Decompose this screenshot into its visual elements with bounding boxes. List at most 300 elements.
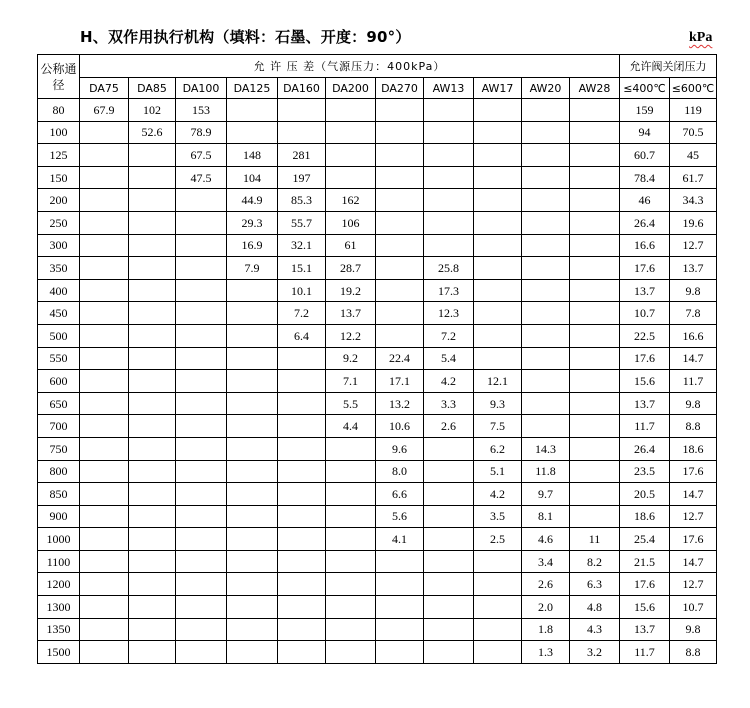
closing-pressure-cell-t600: 18.6 — [670, 437, 717, 460]
pressure-cell-aw20: 14.3 — [522, 437, 570, 460]
pressure-cell-da100 — [176, 437, 227, 460]
pressure-cell-da125 — [227, 279, 278, 302]
table-row — [38, 302, 717, 325]
pressure-cell-da200: 61 — [326, 234, 376, 257]
pressure-cell-da75 — [80, 415, 129, 438]
pressure-cell-da85 — [129, 596, 176, 619]
pressure-cell-da125: 44.9 — [227, 189, 278, 212]
pressure-cell-da85 — [129, 257, 176, 280]
pressure-cell-da270 — [376, 99, 424, 122]
pressure-cell-da85 — [129, 279, 176, 302]
pressure-cell-da270: 13.2 — [376, 392, 424, 415]
nominal-diameter-cell: 1100 — [38, 550, 80, 573]
pressure-cell-da200 — [326, 437, 376, 460]
pressure-cell-da270: 10.6 — [376, 415, 424, 438]
pressure-cell-da125 — [227, 415, 278, 438]
nominal-diameter-cell: 800 — [38, 460, 80, 483]
pressure-cell-da85 — [129, 618, 176, 641]
header-row-models — [38, 78, 717, 99]
pressure-cell-da100 — [176, 550, 227, 573]
pressure-cell-aw20 — [522, 211, 570, 234]
pressure-cell-aw17 — [474, 211, 522, 234]
pressure-cell-da160 — [278, 460, 326, 483]
closing-pressure-cell-t400: 11.7 — [620, 641, 670, 664]
pressure-cell-aw13: 12.3 — [424, 302, 474, 325]
pressure-cell-da270 — [376, 189, 424, 212]
pressure-cell-da125 — [227, 618, 278, 641]
pressure-cell-aw28: 8.2 — [570, 550, 620, 573]
pressure-cell-da125 — [227, 99, 278, 122]
closing-pressure-cell-t600: 9.8 — [670, 279, 717, 302]
pressure-cell-aw17 — [474, 121, 522, 144]
nominal-diameter-header: 公称通径 — [38, 55, 80, 99]
pressure-cell-aw20: 3.4 — [522, 550, 570, 573]
nominal-diameter-cell: 1500 — [38, 641, 80, 664]
nominal-diameter-cell: 200 — [38, 189, 80, 212]
pressure-cell-aw13 — [424, 211, 474, 234]
pressure-cell-aw28 — [570, 505, 620, 528]
pressure-cell-da160: 281 — [278, 144, 326, 167]
closing-pressure-cell-t600: 8.8 — [670, 641, 717, 664]
pressure-cell-da125 — [227, 460, 278, 483]
pressure-cell-da75 — [80, 211, 129, 234]
nominal-diameter-cell: 1000 — [38, 528, 80, 551]
pressure-cell-da160 — [278, 121, 326, 144]
closing-pressure-cell-t600: 12.7 — [670, 505, 717, 528]
pressure-cell-da85 — [129, 189, 176, 212]
pressure-cell-aw20 — [522, 144, 570, 167]
pressure-cell-aw28 — [570, 279, 620, 302]
pressure-cell-da270 — [376, 144, 424, 167]
pressure-cell-da75: 67.9 — [80, 99, 129, 122]
closing-pressure-cell-t400: 78.4 — [620, 166, 670, 189]
pressure-cell-da75 — [80, 641, 129, 664]
pressure-cell-da125: 7.9 — [227, 257, 278, 280]
pressure-cell-aw13: 5.4 — [424, 347, 474, 370]
pressure-cell-aw28 — [570, 302, 620, 325]
pressure-cell-da160: 55.7 — [278, 211, 326, 234]
pressure-cell-aw28 — [570, 234, 620, 257]
pressure-cell-aw20 — [522, 415, 570, 438]
pressure-cell-da270 — [376, 166, 424, 189]
closing-pressure-cell-t400: 26.4 — [620, 437, 670, 460]
pressure-cell-da270 — [376, 641, 424, 664]
pressure-cell-da200 — [326, 483, 376, 506]
column-header-aw28: AW28 — [570, 78, 620, 99]
pressure-cell-da270: 8.0 — [376, 460, 424, 483]
pressure-cell-da160: 32.1 — [278, 234, 326, 257]
pressure-cell-da125: 148 — [227, 144, 278, 167]
pressure-cell-da200: 12.2 — [326, 324, 376, 347]
pressure-cell-da270 — [376, 573, 424, 596]
pressure-cell-da100 — [176, 596, 227, 619]
closing-pressure-header: 允许阀关闭压力 — [620, 55, 717, 78]
pressure-cell-da200 — [326, 166, 376, 189]
closing-pressure-cell-t600: 16.6 — [670, 324, 717, 347]
nominal-diameter-cell: 80 — [38, 99, 80, 122]
pressure-cell-da100 — [176, 460, 227, 483]
closing-pressure-cell-t400: 13.7 — [620, 279, 670, 302]
pressure-cell-aw28 — [570, 99, 620, 122]
pressure-cell-da100 — [176, 279, 227, 302]
closing-pressure-cell-t400: 26.4 — [620, 211, 670, 234]
closing-pressure-cell-t600: 14.7 — [670, 550, 717, 573]
pressure-cell-da270 — [376, 302, 424, 325]
pressure-cell-da125 — [227, 121, 278, 144]
pressure-cell-aw17 — [474, 618, 522, 641]
table-row — [38, 324, 717, 347]
table-row — [38, 641, 717, 664]
pressure-cell-da200: 5.5 — [326, 392, 376, 415]
pressure-cell-aw13 — [424, 166, 474, 189]
pressure-cell-aw13: 2.6 — [424, 415, 474, 438]
pressure-cell-da75 — [80, 596, 129, 619]
pressure-cell-da200 — [326, 596, 376, 619]
pressure-cell-aw13: 3.3 — [424, 392, 474, 415]
pressure-cell-da160 — [278, 641, 326, 664]
pressure-cell-aw17 — [474, 189, 522, 212]
nominal-diameter-cell: 300 — [38, 234, 80, 257]
table-row — [38, 144, 717, 167]
table-row — [38, 483, 717, 506]
pressure-cell-aw17 — [474, 550, 522, 573]
pressure-cell-da200: 9.2 — [326, 347, 376, 370]
table-row — [38, 528, 717, 551]
pressure-cell-da100 — [176, 211, 227, 234]
pressure-cell-da270: 22.4 — [376, 347, 424, 370]
pressure-cell-da100: 153 — [176, 99, 227, 122]
closing-pressure-cell-t400: 22.5 — [620, 324, 670, 347]
pressure-cell-aw17: 7.5 — [474, 415, 522, 438]
pressure-cell-da100 — [176, 573, 227, 596]
pressure-cell-aw28 — [570, 370, 620, 393]
pressure-cell-da125 — [227, 392, 278, 415]
pressure-cell-da75 — [80, 121, 129, 144]
pressure-cell-da270: 5.6 — [376, 505, 424, 528]
pressure-cell-da160 — [278, 483, 326, 506]
pressure-cell-da200 — [326, 460, 376, 483]
pressure-cell-da200 — [326, 505, 376, 528]
pressure-cell-aw17: 12.1 — [474, 370, 522, 393]
column-header-aw17: AW17 — [474, 78, 522, 99]
pressure-cell-da125: 29.3 — [227, 211, 278, 234]
pressure-cell-da160 — [278, 573, 326, 596]
pressure-cell-da85 — [129, 324, 176, 347]
pressure-cell-da125 — [227, 370, 278, 393]
pressure-cell-da200: 13.7 — [326, 302, 376, 325]
pressure-cell-da85 — [129, 211, 176, 234]
pressure-cell-aw28 — [570, 324, 620, 347]
closing-pressure-cell-t400: 21.5 — [620, 550, 670, 573]
column-header-da75: DA75 — [80, 78, 129, 99]
pressure-cell-da85 — [129, 166, 176, 189]
pressure-cell-da100 — [176, 415, 227, 438]
pressure-cell-da85 — [129, 234, 176, 257]
closing-pressure-cell-t600: 14.7 — [670, 347, 717, 370]
closing-pressure-cell-t400: 94 — [620, 121, 670, 144]
pressure-cell-da200 — [326, 573, 376, 596]
header-row-group — [38, 55, 717, 78]
pressure-cell-da85 — [129, 370, 176, 393]
pressure-cell-aw17: 3.5 — [474, 505, 522, 528]
pressure-cell-da125 — [227, 528, 278, 551]
pressure-cell-da160 — [278, 528, 326, 551]
pressure-cell-aw28 — [570, 211, 620, 234]
closing-pressure-cell-t600: 119 — [670, 99, 717, 122]
pressure-cell-da160 — [278, 370, 326, 393]
pressure-cell-da85 — [129, 144, 176, 167]
column-header-aw20: AW20 — [522, 78, 570, 99]
pressure-cell-da160: 15.1 — [278, 257, 326, 280]
closing-pressure-cell-t600: 13.7 — [670, 257, 717, 280]
pressure-cell-aw20 — [522, 347, 570, 370]
pressure-cell-da200: 162 — [326, 189, 376, 212]
pressure-cell-da100: 78.9 — [176, 121, 227, 144]
nominal-diameter-cell: 600 — [38, 370, 80, 393]
nominal-diameter-cell: 400 — [38, 279, 80, 302]
closing-pressure-cell-t600: 12.7 — [670, 573, 717, 596]
pressure-cell-aw20 — [522, 121, 570, 144]
pressure-cell-da125 — [227, 641, 278, 664]
pressure-cell-da125 — [227, 437, 278, 460]
pressure-cell-da100 — [176, 324, 227, 347]
nominal-diameter-cell: 750 — [38, 437, 80, 460]
pressure-cell-aw28 — [570, 166, 620, 189]
pressure-cell-aw17 — [474, 302, 522, 325]
pressure-cell-aw13 — [424, 189, 474, 212]
table-row — [38, 211, 717, 234]
table-row — [38, 505, 717, 528]
pressure-cell-aw20: 1.3 — [522, 641, 570, 664]
pressure-cell-da75 — [80, 257, 129, 280]
pressure-cell-aw20 — [522, 99, 570, 122]
pressure-cell-aw13 — [424, 596, 474, 619]
pressure-cell-da270 — [376, 596, 424, 619]
pressure-cell-aw20: 4.6 — [522, 528, 570, 551]
closing-pressure-cell-t600: 9.8 — [670, 392, 717, 415]
pressure-cell-da85 — [129, 460, 176, 483]
closing-pressure-cell-t400: 17.6 — [620, 347, 670, 370]
pressure-cell-aw17 — [474, 347, 522, 370]
table-row — [38, 573, 717, 596]
table-row — [38, 189, 717, 212]
closing-pressure-cell-t400: 13.7 — [620, 618, 670, 641]
pressure-cell-da160 — [278, 596, 326, 619]
nominal-diameter-cell: 1200 — [38, 573, 80, 596]
pressure-cell-da75 — [80, 460, 129, 483]
pressure-cell-da160 — [278, 99, 326, 122]
pressure-cell-aw13 — [424, 573, 474, 596]
pressure-cell-da100: 67.5 — [176, 144, 227, 167]
column-header-le-400c: ≤400℃ — [620, 78, 670, 99]
closing-pressure-cell-t400: 15.6 — [620, 596, 670, 619]
document-title: H、双作用执行机构（填料：石墨、开度：90°） — [80, 28, 411, 46]
pressure-cell-aw17 — [474, 144, 522, 167]
pressure-cell-da100 — [176, 528, 227, 551]
pressure-cell-da125 — [227, 347, 278, 370]
pressure-cell-da160: 197 — [278, 166, 326, 189]
pressure-cell-aw20 — [522, 234, 570, 257]
pressure-cell-da160: 7.2 — [278, 302, 326, 325]
pressure-cell-aw17 — [474, 257, 522, 280]
closing-pressure-cell-t600: 70.5 — [670, 121, 717, 144]
pressure-cell-da75 — [80, 550, 129, 573]
pressure-cell-aw28: 4.3 — [570, 618, 620, 641]
closing-pressure-cell-t400: 23.5 — [620, 460, 670, 483]
pressure-cell-da125 — [227, 596, 278, 619]
pressure-cell-da75 — [80, 302, 129, 325]
pressure-cell-aw28 — [570, 460, 620, 483]
pressure-cell-aw20 — [522, 370, 570, 393]
pressure-table — [37, 54, 717, 664]
pressure-cell-da75 — [80, 573, 129, 596]
pressure-cell-aw28 — [570, 347, 620, 370]
pressure-cell-aw17 — [474, 99, 522, 122]
pressure-cell-da125 — [227, 302, 278, 325]
table-row — [38, 415, 717, 438]
pressure-cell-da75 — [80, 618, 129, 641]
pressure-cell-da75 — [80, 324, 129, 347]
table-row — [38, 166, 717, 189]
pressure-cell-da125: 104 — [227, 166, 278, 189]
nominal-diameter-cell: 850 — [38, 483, 80, 506]
pressure-cell-aw20: 8.1 — [522, 505, 570, 528]
pressure-cell-da85 — [129, 641, 176, 664]
closing-pressure-cell-t400: 13.7 — [620, 392, 670, 415]
pressure-cell-da200 — [326, 121, 376, 144]
pressure-cell-aw20 — [522, 279, 570, 302]
table-row — [38, 347, 717, 370]
pressure-cell-aw17 — [474, 166, 522, 189]
pressure-cell-da100 — [176, 483, 227, 506]
pressure-cell-aw13 — [424, 234, 474, 257]
pressure-cell-aw17 — [474, 324, 522, 347]
nominal-diameter-cell: 1300 — [38, 596, 80, 619]
table-row — [38, 392, 717, 415]
nominal-diameter-cell: 700 — [38, 415, 80, 438]
pressure-cell-aw13 — [424, 528, 474, 551]
pressure-cell-da125 — [227, 483, 278, 506]
pressure-cell-da160 — [278, 437, 326, 460]
pressure-cell-da100: 47.5 — [176, 166, 227, 189]
table-row — [38, 257, 717, 280]
pressure-cell-da160 — [278, 550, 326, 573]
pressure-cell-aw13 — [424, 99, 474, 122]
pressure-cell-da75 — [80, 392, 129, 415]
closing-pressure-cell-t400: 46 — [620, 189, 670, 212]
pressure-cell-aw13: 17.3 — [424, 279, 474, 302]
table-row — [38, 618, 717, 641]
allowable-pressure-header: 允 许 压 差（气源压力：400kPa） — [80, 55, 620, 78]
column-header-da85: DA85 — [129, 78, 176, 99]
pressure-cell-da200: 106 — [326, 211, 376, 234]
pressure-cell-aw20 — [522, 189, 570, 212]
pressure-cell-aw20 — [522, 302, 570, 325]
pressure-cell-aw28: 3.2 — [570, 641, 620, 664]
pressure-cell-aw17 — [474, 279, 522, 302]
pressure-cell-da75 — [80, 528, 129, 551]
pressure-cell-aw13 — [424, 483, 474, 506]
closing-pressure-cell-t400: 159 — [620, 99, 670, 122]
pressure-cell-aw20: 9.7 — [522, 483, 570, 506]
closing-pressure-cell-t400: 11.7 — [620, 415, 670, 438]
pressure-cell-da270 — [376, 550, 424, 573]
column-header-da125: DA125 — [227, 78, 278, 99]
pressure-cell-aw13 — [424, 550, 474, 573]
pressure-cell-aw28 — [570, 392, 620, 415]
pressure-cell-aw20 — [522, 392, 570, 415]
pressure-cell-da270: 4.1 — [376, 528, 424, 551]
pressure-cell-aw13 — [424, 641, 474, 664]
pressure-cell-aw17: 5.1 — [474, 460, 522, 483]
pressure-cell-aw28 — [570, 415, 620, 438]
nominal-diameter-cell: 550 — [38, 347, 80, 370]
pressure-cell-da200: 7.1 — [326, 370, 376, 393]
pressure-cell-da75 — [80, 347, 129, 370]
table-row — [38, 121, 717, 144]
pressure-cell-da200 — [326, 641, 376, 664]
pressure-cell-da85 — [129, 437, 176, 460]
pressure-cell-da125: 16.9 — [227, 234, 278, 257]
pressure-cell-da270: 6.6 — [376, 483, 424, 506]
pressure-cell-aw13 — [424, 437, 474, 460]
closing-pressure-cell-t600: 45 — [670, 144, 717, 167]
closing-pressure-cell-t400: 60.7 — [620, 144, 670, 167]
pressure-cell-da85: 52.6 — [129, 121, 176, 144]
closing-pressure-cell-t400: 18.6 — [620, 505, 670, 528]
pressure-cell-da85 — [129, 528, 176, 551]
pressure-cell-da75 — [80, 166, 129, 189]
pressure-cell-aw20: 2.6 — [522, 573, 570, 596]
pressure-cell-da160 — [278, 618, 326, 641]
pressure-cell-aw28: 4.8 — [570, 596, 620, 619]
pressure-cell-da200: 4.4 — [326, 415, 376, 438]
pressure-cell-aw20 — [522, 257, 570, 280]
closing-pressure-cell-t400: 15.6 — [620, 370, 670, 393]
pressure-cell-da100 — [176, 302, 227, 325]
pressure-cell-da100 — [176, 234, 227, 257]
pressure-cell-da125 — [227, 324, 278, 347]
pressure-cell-aw20 — [522, 166, 570, 189]
pressure-cell-da75 — [80, 144, 129, 167]
pressure-cell-da200 — [326, 528, 376, 551]
table-row — [38, 596, 717, 619]
table-row — [38, 234, 717, 257]
pressure-cell-aw13: 25.8 — [424, 257, 474, 280]
pressure-cell-aw17: 4.2 — [474, 483, 522, 506]
pressure-cell-aw20: 2.0 — [522, 596, 570, 619]
pressure-cell-da160: 85.3 — [278, 189, 326, 212]
pressure-cell-da85 — [129, 302, 176, 325]
pressure-cell-da270: 17.1 — [376, 370, 424, 393]
closing-pressure-cell-t600: 17.6 — [670, 528, 717, 551]
pressure-cell-da160 — [278, 505, 326, 528]
nominal-diameter-cell: 350 — [38, 257, 80, 280]
nominal-diameter-cell: 250 — [38, 211, 80, 234]
table-row — [38, 550, 717, 573]
closing-pressure-cell-t600: 17.6 — [670, 460, 717, 483]
unit-label: kPa — [689, 30, 713, 45]
pressure-cell-da100 — [176, 370, 227, 393]
pressure-cell-da75 — [80, 483, 129, 506]
pressure-cell-aw13 — [424, 121, 474, 144]
pressure-cell-da75 — [80, 234, 129, 257]
pressure-cell-da85 — [129, 415, 176, 438]
pressure-cell-da200 — [326, 618, 376, 641]
pressure-cell-da125 — [227, 573, 278, 596]
pressure-cell-da200: 28.7 — [326, 257, 376, 280]
pressure-cell-aw28 — [570, 189, 620, 212]
